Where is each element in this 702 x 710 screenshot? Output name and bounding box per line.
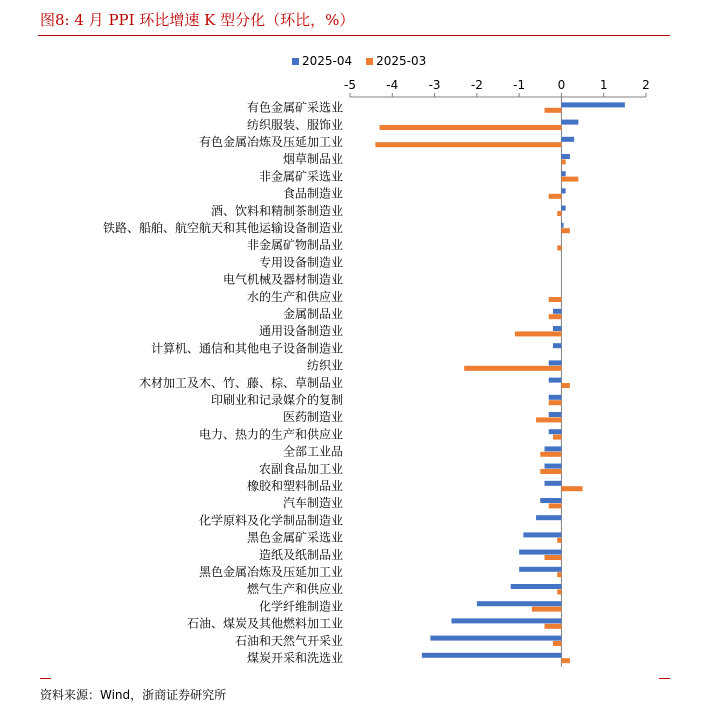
bar-2025-04 (523, 532, 561, 537)
x-tick-label: -3 (428, 78, 441, 92)
bar-2025-03 (561, 177, 578, 182)
bar-2025-03 (532, 607, 562, 612)
bar-2025-04 (549, 360, 562, 365)
bar-2025-03 (536, 417, 561, 422)
bar-2025-03 (561, 159, 565, 164)
x-tick-label: -2 (470, 78, 483, 92)
category-label: 燃气生产和供应业 (246, 582, 343, 597)
legend-label-2025-04: 2025-04 (302, 54, 353, 68)
bar-2025-04 (519, 550, 561, 555)
category-label: 印刷业和记录媒介的复制 (210, 393, 343, 407)
category-label: 有色金属冶炼及压延加工业 (198, 135, 343, 149)
bar-2025-03 (561, 658, 569, 663)
x-tick-label: -1 (513, 78, 526, 92)
bar-2025-03 (380, 125, 562, 130)
category-label: 煤炭开采和洗选业 (246, 651, 343, 665)
bar-2025-04 (561, 223, 563, 228)
bar-2025-04 (549, 395, 562, 400)
bar-2025-03 (515, 331, 562, 336)
x-tick-label: -4 (386, 78, 399, 92)
axis-layer (344, 78, 650, 667)
bar-2025-03 (549, 194, 562, 199)
category-label: 金属制品业 (282, 307, 343, 321)
category-label: 纺织服装、服饰业 (246, 117, 343, 132)
bar-2025-03 (561, 383, 569, 388)
bar-2025-03 (540, 452, 561, 457)
bar-2025-04 (430, 636, 561, 641)
category-label: 农副食品加工业 (258, 461, 343, 476)
bar-2025-03 (557, 211, 561, 216)
footer-mark-right (659, 678, 670, 679)
category-label: 计算机、通信和其他电子设备制造业 (150, 341, 343, 356)
category-label: 通用设备制造业 (258, 324, 343, 339)
bar-2025-04 (561, 188, 565, 193)
category-label: 食品制造业 (282, 186, 343, 201)
category-label: 非金属矿物制品业 (246, 238, 343, 253)
bar-2025-04 (549, 412, 562, 417)
bar-2025-03 (549, 297, 562, 302)
bar-2025-04 (511, 584, 562, 589)
bar-2025-04 (545, 446, 562, 451)
bar-2025-03 (553, 641, 561, 646)
bar-2025-04 (553, 309, 561, 314)
category-label: 电力、热力的生产和供应业 (198, 427, 343, 442)
category-label: 造纸及纸制品业 (258, 547, 343, 562)
bar-2025-03 (549, 503, 562, 508)
bar-2025-04 (540, 498, 561, 503)
category-label: 烟草制品业 (282, 152, 343, 167)
bar-2025-04 (549, 378, 562, 383)
bar-2025-04 (549, 429, 562, 434)
labels-layer (103, 100, 343, 665)
bar-2025-03 (545, 555, 562, 560)
category-label: 橡胶和塑料制品业 (246, 479, 343, 493)
bar-2025-04 (561, 206, 565, 211)
category-label: 化学纤维制造业 (258, 599, 343, 614)
bar-2025-04 (561, 171, 565, 176)
bar-2025-03 (545, 624, 562, 629)
bar-2025-04 (561, 154, 569, 159)
category-label: 汽车制造业 (282, 496, 343, 511)
category-label: 黑色金属矿采选业 (246, 530, 343, 545)
x-tick-label: 0 (557, 78, 566, 92)
category-label: 石油和天然气开采业 (234, 633, 343, 648)
category-label: 黑色金属冶炼及压延加工业 (198, 565, 343, 579)
category-label: 化学原料及化学制品制造业 (198, 513, 343, 528)
bar-2025-04 (545, 481, 562, 486)
category-label: 医药制造业 (282, 410, 343, 425)
bar-2025-03 (557, 245, 561, 250)
category-label: 专用设备制造业 (258, 255, 343, 270)
category-label: 全部工业品 (282, 444, 343, 459)
category-label: 有色金属矿采选业 (246, 100, 343, 115)
bar-2025-03 (557, 589, 561, 594)
category-label: 木材加工及木、竹、藤、棕、草制品业 (138, 375, 343, 390)
bar-2025-04 (553, 326, 561, 331)
footer-mark-left (40, 678, 51, 679)
bar-2025-03 (545, 108, 562, 113)
legend-label-2025-03: 2025-03 (376, 54, 427, 68)
category-label: 水的生产和供应业 (246, 289, 343, 304)
bar-2025-03 (549, 314, 562, 319)
bar-2025-03 (557, 538, 561, 543)
category-label: 非金属矿采选业 (258, 169, 343, 184)
bar-2025-04 (451, 618, 561, 623)
bar-2025-03 (549, 400, 562, 405)
bar-2025-04 (536, 515, 561, 520)
x-tick-label: 2 (642, 78, 650, 92)
bar-2025-04 (553, 343, 561, 348)
bar-2025-04 (561, 102, 624, 107)
bar-2025-03 (540, 469, 561, 474)
x-tick-label: 1 (599, 78, 608, 92)
bars-layer (375, 102, 624, 663)
category-label: 石油、煤炭及其他燃料加工业 (186, 616, 343, 631)
bar-2025-03 (561, 486, 582, 491)
bar-2025-04 (477, 601, 562, 606)
bar-2025-04 (545, 464, 562, 469)
category-label: 铁路、船舶、航空航天和其他运输设备制造业 (102, 221, 343, 235)
bar-2025-04 (561, 120, 578, 125)
bar-2025-03 (464, 366, 561, 371)
bar-2025-04 (561, 137, 574, 142)
bar-2025-04 (519, 567, 561, 572)
category-label: 酒、饮料和精制茶制造业 (210, 203, 343, 218)
category-label: 电气机械及器材制造业 (222, 272, 343, 287)
source-note: 资料来源：Wind，浙商证券研究所 (40, 688, 227, 702)
bar-2025-03 (561, 228, 569, 233)
bar-2025-03 (553, 435, 561, 440)
bar-2025-04 (422, 653, 562, 658)
category-label: 纺织业 (306, 358, 343, 373)
bar-2025-03 (557, 572, 561, 577)
x-tick-label: -5 (344, 78, 356, 92)
chart-title: 图8: 4 月 PPI 环比增速 K 型分化（环比，%） (40, 11, 355, 29)
bar-2025-03 (375, 142, 561, 147)
